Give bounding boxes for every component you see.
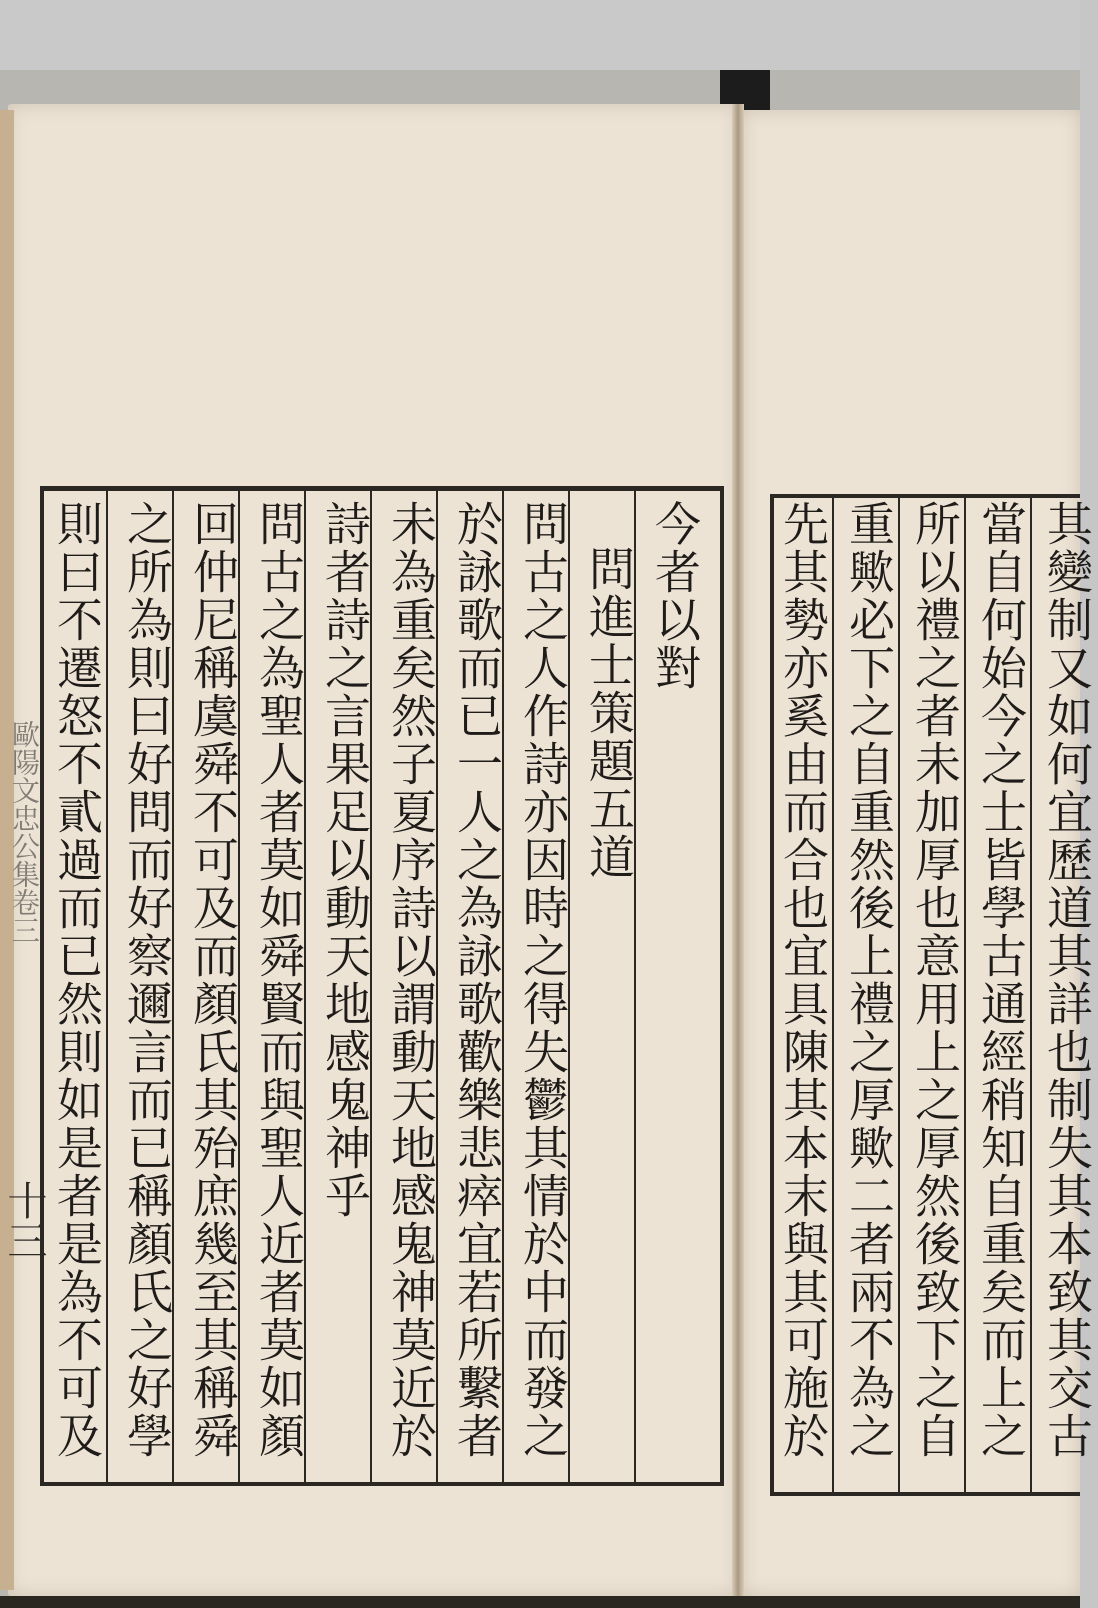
text-column: 今者以對 [648,500,702,692]
section-heading: 問進士策題五道 [582,545,636,881]
book-fold [732,104,744,1596]
text-column: 問古之人作詩亦因時之得失鬱其情於中而發之 [516,500,570,1460]
text-column: 詩者詩之言果足以動天地感鬼神乎 [318,500,372,1220]
text-column: 其變制又如何宜歷道其詳也制失其本致其交古 [1040,500,1094,1460]
text-column: 問古之為聖人者莫如舜賢而與聖人近者莫如顏 [252,500,306,1460]
text-column: 先其勢亦奚由而合也宜具陳其本末與其可施於 [776,500,830,1460]
text-column: 未為重矣然子夏序詩以謂動天地感鬼神莫近於 [384,500,438,1460]
page-number: 十三 [1,1180,47,1260]
margin-book-title: 歐陽文忠公集卷三 [8,720,41,944]
text-column: 則曰不遷怒不貳過而已然則如是者是為不可及 [50,500,104,1460]
text-column: 重歟必下之自重然後上禮之厚歟二者兩不為之 [842,500,896,1460]
text-column: 之所為則曰好問而好察邇言而已稱顏氏之好學 [120,500,174,1460]
text-column: 當自何始今之士皆學古通經稍知自重矣而上之 [974,500,1028,1460]
text-column: 於詠歌而已一人之為詠歌歡樂悲瘁宜若所繫者 [450,500,504,1460]
text-column: 所以禮之者未加厚也意用上之厚然後致下之自 [908,500,962,1460]
scan-top-band [0,0,1080,70]
text-column: 回仲尼稱虞舜不可及而顏氏其殆庶幾至其稱舜 [186,500,240,1460]
scan-bottom-edge [0,1596,1080,1608]
